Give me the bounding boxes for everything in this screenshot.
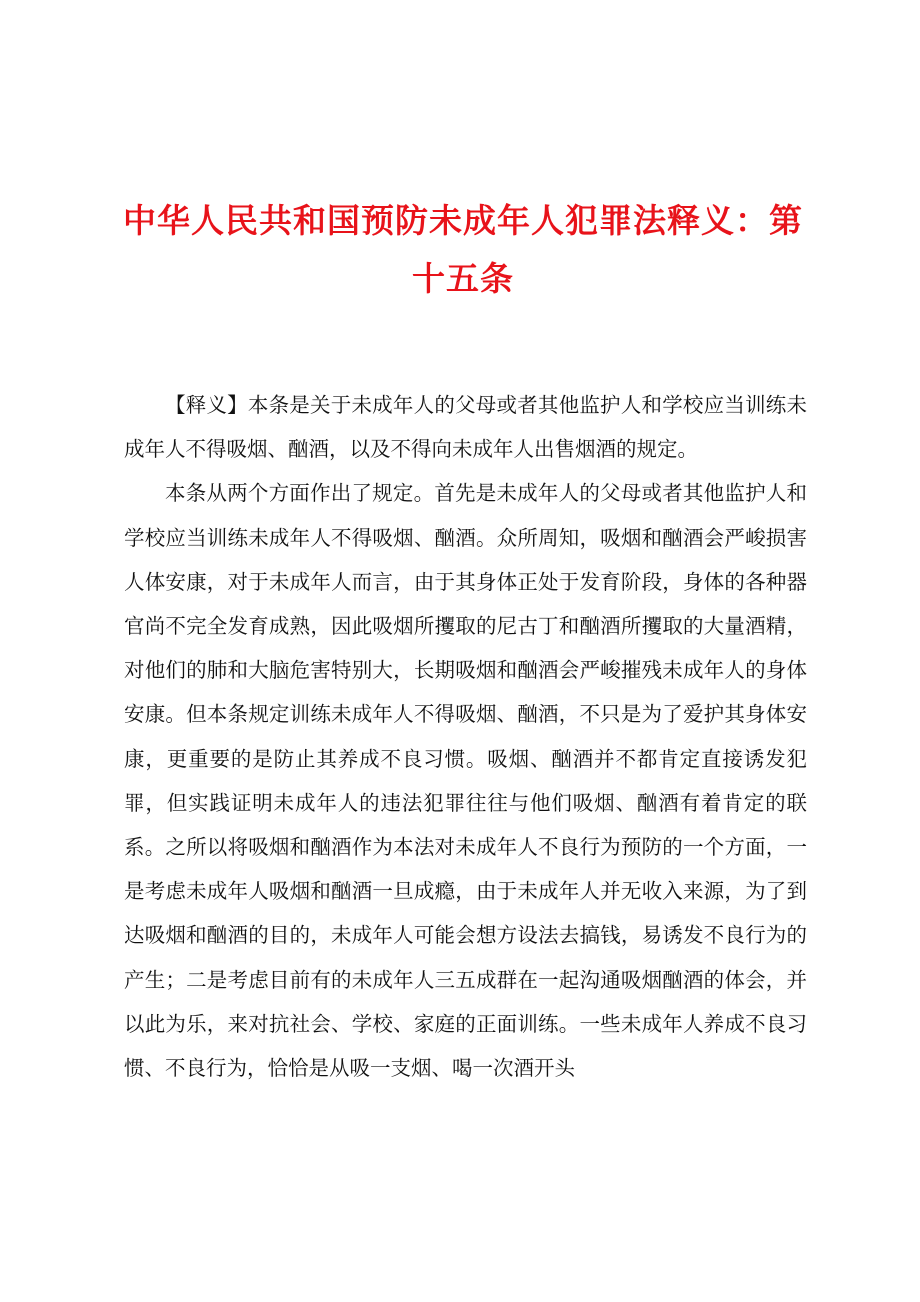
paragraph-interpretation: 【释义】本条是关于未成年人的父母或者其他监护人和学校应当训练未成年人不得吸烟、酗酒，以及不得向未成年人出售烟酒的规定。 [124, 393, 807, 462]
paragraph-explanation: 本条从两个方面作出了规定。首先是未成年人的父母或者其他监护人和学校应当训练未成年人不得吸烟、酗酒。众所周知，吸烟和酗酒会严峻损害人体安康，对于未成年人而言，由于其身体正处于发育阶段，身体的各种器官尚不完全发育成熟，因此吸烟所攫取的尼古丁和酗酒所攫取的大量酒精，对他们的肺和大脑危害特别大，长期吸烟和酗酒会严峻摧残未成年人的身体安康。但本条规定训练未成年人不得吸烟、酗酒，不只是为了爱护其身体安康，更重要的是防止其养成不良习惯。吸烟、酗酒并不都肯定直接诱发犯罪，但实践证明未成年人的违法犯罪往往与他们吸烟、酗酒有着肯定的联系。之所以将吸烟和酗酒作为本法对未成年人不良行为预防的一个方面，一是考虑未成年人吸烟和酗酒一旦成瘾，由于未成年人并无收入来源，为了到达吸烟和酗酒的目的，未成年人可能会想方设法去搞钱，易诱发不良行为的产生；二是考虑目前有的未成年人三五成群在一起沟通吸烟酗酒的体会，并以此为乐，来对抗社会、学校、家庭的正面训练。一些未成年人养成不良习惯、不良行为，恰恰是从吸一支烟、喝一次酒开头 [124, 481, 807, 1081]
document-title: 中华人民共和国预防未成年人犯罪法释义：第十五条 [123, 201, 803, 298]
document-body [124, 383, 807, 1090]
